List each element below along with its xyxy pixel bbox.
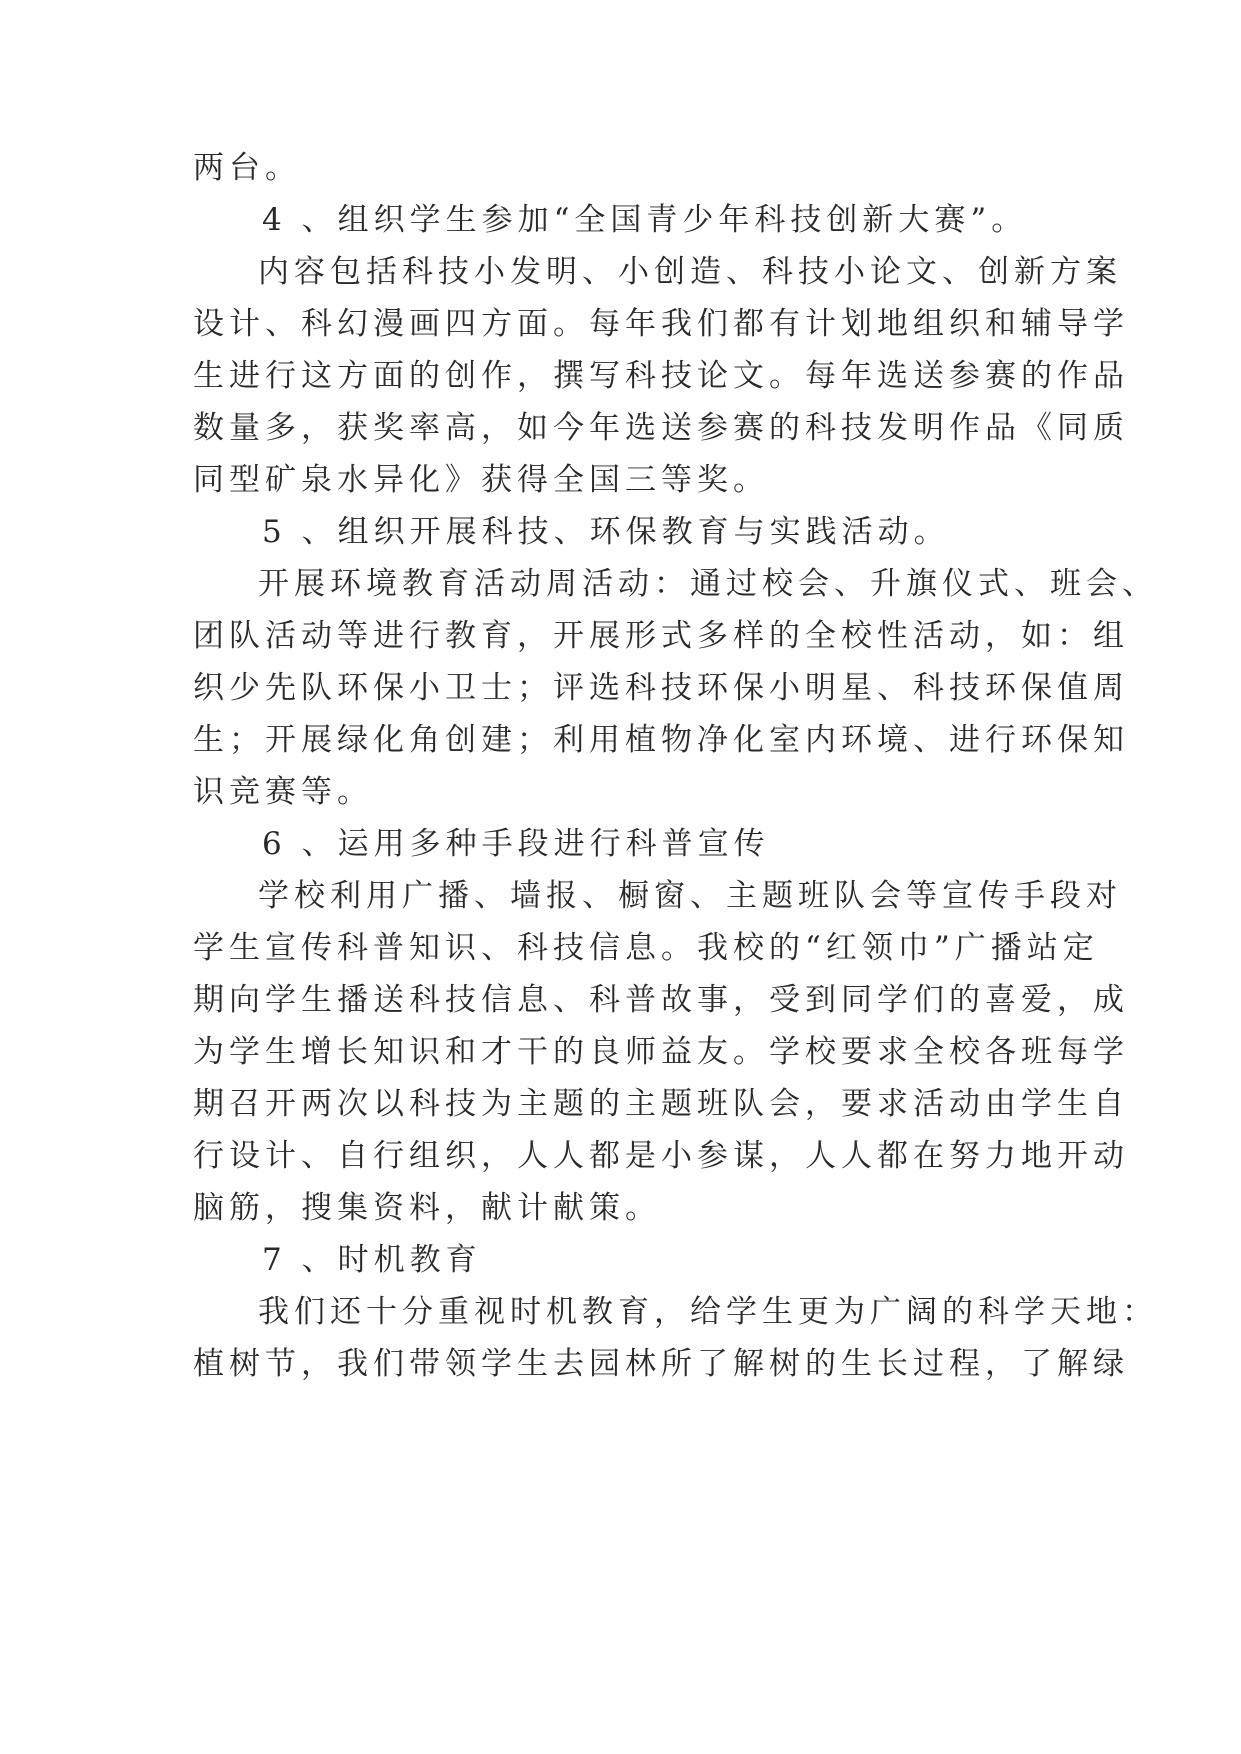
body-text-line: 行设计、自行组织，人人都是小参谋，人人都在努力地开动 bbox=[193, 1138, 1129, 1174]
section-heading: 7 、时机教育 bbox=[262, 1242, 482, 1278]
body-text-line: 两台。 bbox=[193, 150, 301, 186]
paragraph-first-line: 开展环境教育活动周活动：通过校会、升旗仪式、班会、 bbox=[258, 566, 1158, 602]
body-text-line: 生；开展绿化角创建；利用植物净化室内环境、进行环保知 bbox=[193, 722, 1129, 758]
body-text-line: 期召开两次以科技为主题的主题班队会，要求活动由学生自 bbox=[193, 1086, 1129, 1122]
body-text-line: 学生宣传科普知识、科技信息。我校的“红领巾”广播站定 bbox=[193, 930, 1099, 966]
body-text-line: 团队活动等进行教育，开展形式多样的全校性活动，如：组 bbox=[193, 618, 1129, 654]
section-heading: 5 、组织开展科技、环保教育与实践活动。 bbox=[262, 514, 950, 550]
body-text-line: 数量多，获奖率高，如今年选送参赛的科技发明作品《同质 bbox=[193, 410, 1129, 446]
body-text-line: 同型矿泉水异化》获得全国三等奖。 bbox=[193, 462, 769, 498]
body-text-line: 生进行这方面的创作，撰写科技论文。每年选送参赛的作品 bbox=[193, 358, 1129, 394]
paragraph-first-line: 我们还十分重视时机教育，给学生更为广阔的科学天地： bbox=[258, 1294, 1158, 1330]
paragraph-first-line: 学校利用广播、墙报、橱窗、主题班队会等宣传手段对 bbox=[258, 878, 1122, 914]
body-text-line: 织少先队环保小卫士；评选科技环保小明星、科技环保值周 bbox=[193, 670, 1129, 706]
body-text-line: 期向学生播送科技信息、科普故事，受到同学们的喜爱，成 bbox=[193, 982, 1129, 1018]
body-text-line: 为学生增长知识和才干的良师益友。学校要求全校各班每学 bbox=[193, 1034, 1129, 1070]
body-text-line: 识竞赛等。 bbox=[193, 774, 373, 810]
paragraph-first-line: 内容包括科技小发明、小创造、科技小论文、创新方案 bbox=[258, 254, 1122, 290]
body-text-line: 脑筋，搜集资料，献计献策。 bbox=[193, 1190, 661, 1226]
section-heading: 6 、运用多种手段进行科普宣传 bbox=[262, 826, 770, 862]
body-text-line: 设计、科幻漫画四方面。每年我们都有计划地组织和辅导学 bbox=[193, 306, 1129, 342]
body-text-line: 植树节，我们带领学生去园林所了解树的生长过程，了解绿 bbox=[193, 1346, 1129, 1382]
section-heading: 4 、组织学生参加“全国青少年科技创新大赛”。 bbox=[262, 202, 1028, 238]
